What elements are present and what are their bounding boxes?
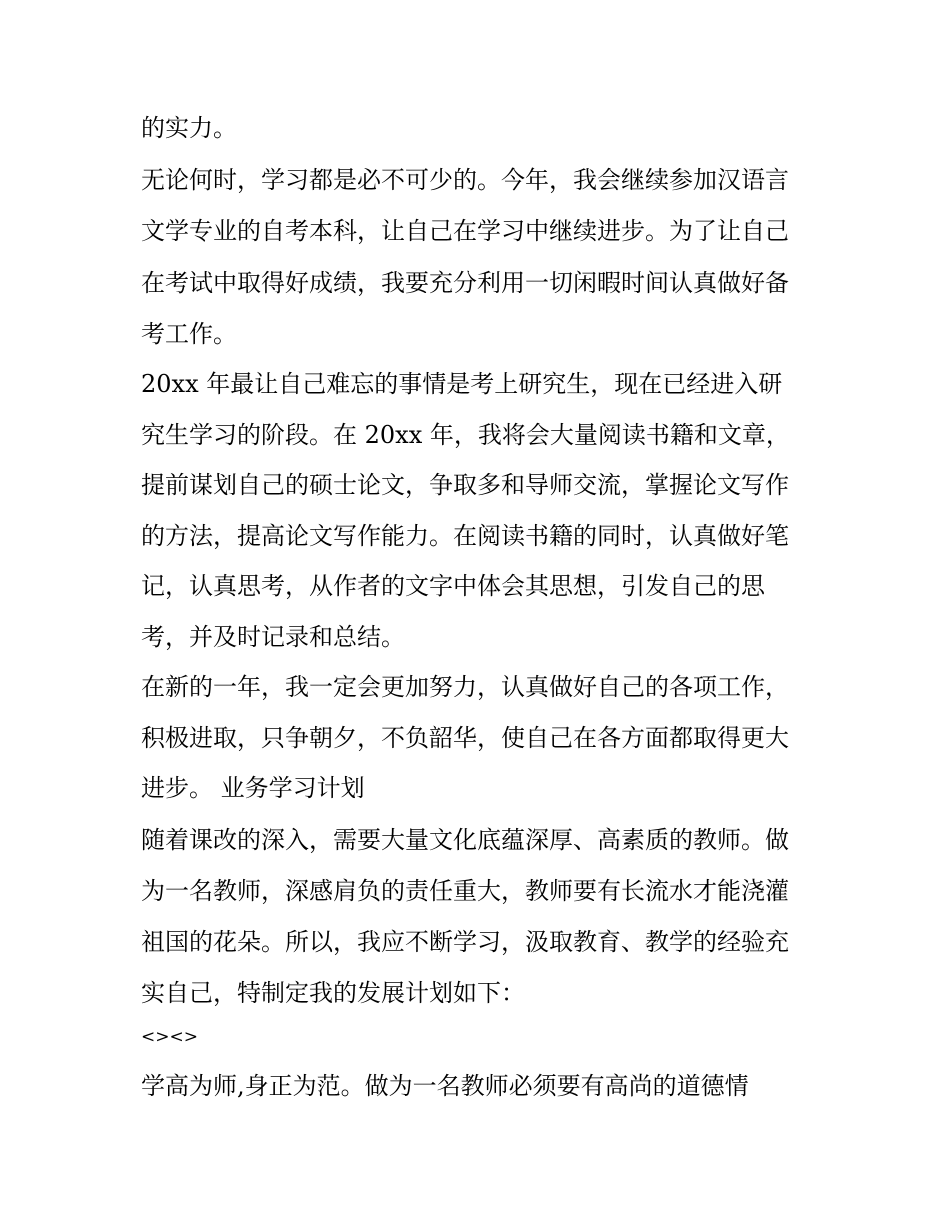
text-line: 文学专业的自考本科，让自己在学习中继续进步。为了让自己	[141, 217, 789, 245]
text-line: 为一名教师，深感肩负的责任重大，教师要有长流水才能浇灌	[141, 877, 789, 905]
text-line: 随着课改的深入，需要大量文化底蕴深厚、高素质的教师。做	[141, 826, 789, 854]
text-line: 积极进取，只争朝夕，不负韶华，使自己在各方面都取得更大	[141, 724, 789, 752]
text-line: 进步。 业务学习计划	[141, 774, 365, 802]
text-line: 在考试中取得好成绩，我要充分利用一切闲暇时间认真做好备	[141, 269, 789, 297]
text-line: 实自己，特制定我的发展计划如下：	[141, 979, 525, 1007]
text-line: 在新的一年，我一定会更加努力，认真做好自己的各项工作，	[141, 673, 789, 701]
text-line: 的方法，提高论文写作能力。在阅读书籍的同时，认真做好笔	[141, 522, 789, 550]
text-line: 20xx 年最让自己难忘的事情是考上研究生，现在已经进入研	[141, 370, 783, 398]
text-line: 无论何时，学习都是必不可少的。今年，我会继续参加汉语言	[141, 166, 789, 194]
text-line: 提前谋划自己的硕士论文，争取多和导师交流，掌握论文写作	[141, 471, 789, 499]
text-line: 考工作。	[141, 320, 237, 348]
text-line: 考，并及时记录和总结。	[141, 623, 405, 651]
text-line: 的实力。	[141, 114, 237, 142]
text-line: 记，认真思考，从作者的文字中体会其思想，引发自己的思	[141, 572, 765, 600]
text-line: 究生学习的阶段。在 20xx 年，我将会大量阅读书籍和文章，	[141, 421, 790, 449]
text-line: 学高为师,身正为范。做为一名教师必须要有高尚的道德情	[141, 1072, 749, 1100]
text-line: 祖国的花朵。所以，我应不断学习，汲取教育、教学的经验充	[141, 928, 789, 956]
text-line: <><>	[141, 1027, 198, 1047]
